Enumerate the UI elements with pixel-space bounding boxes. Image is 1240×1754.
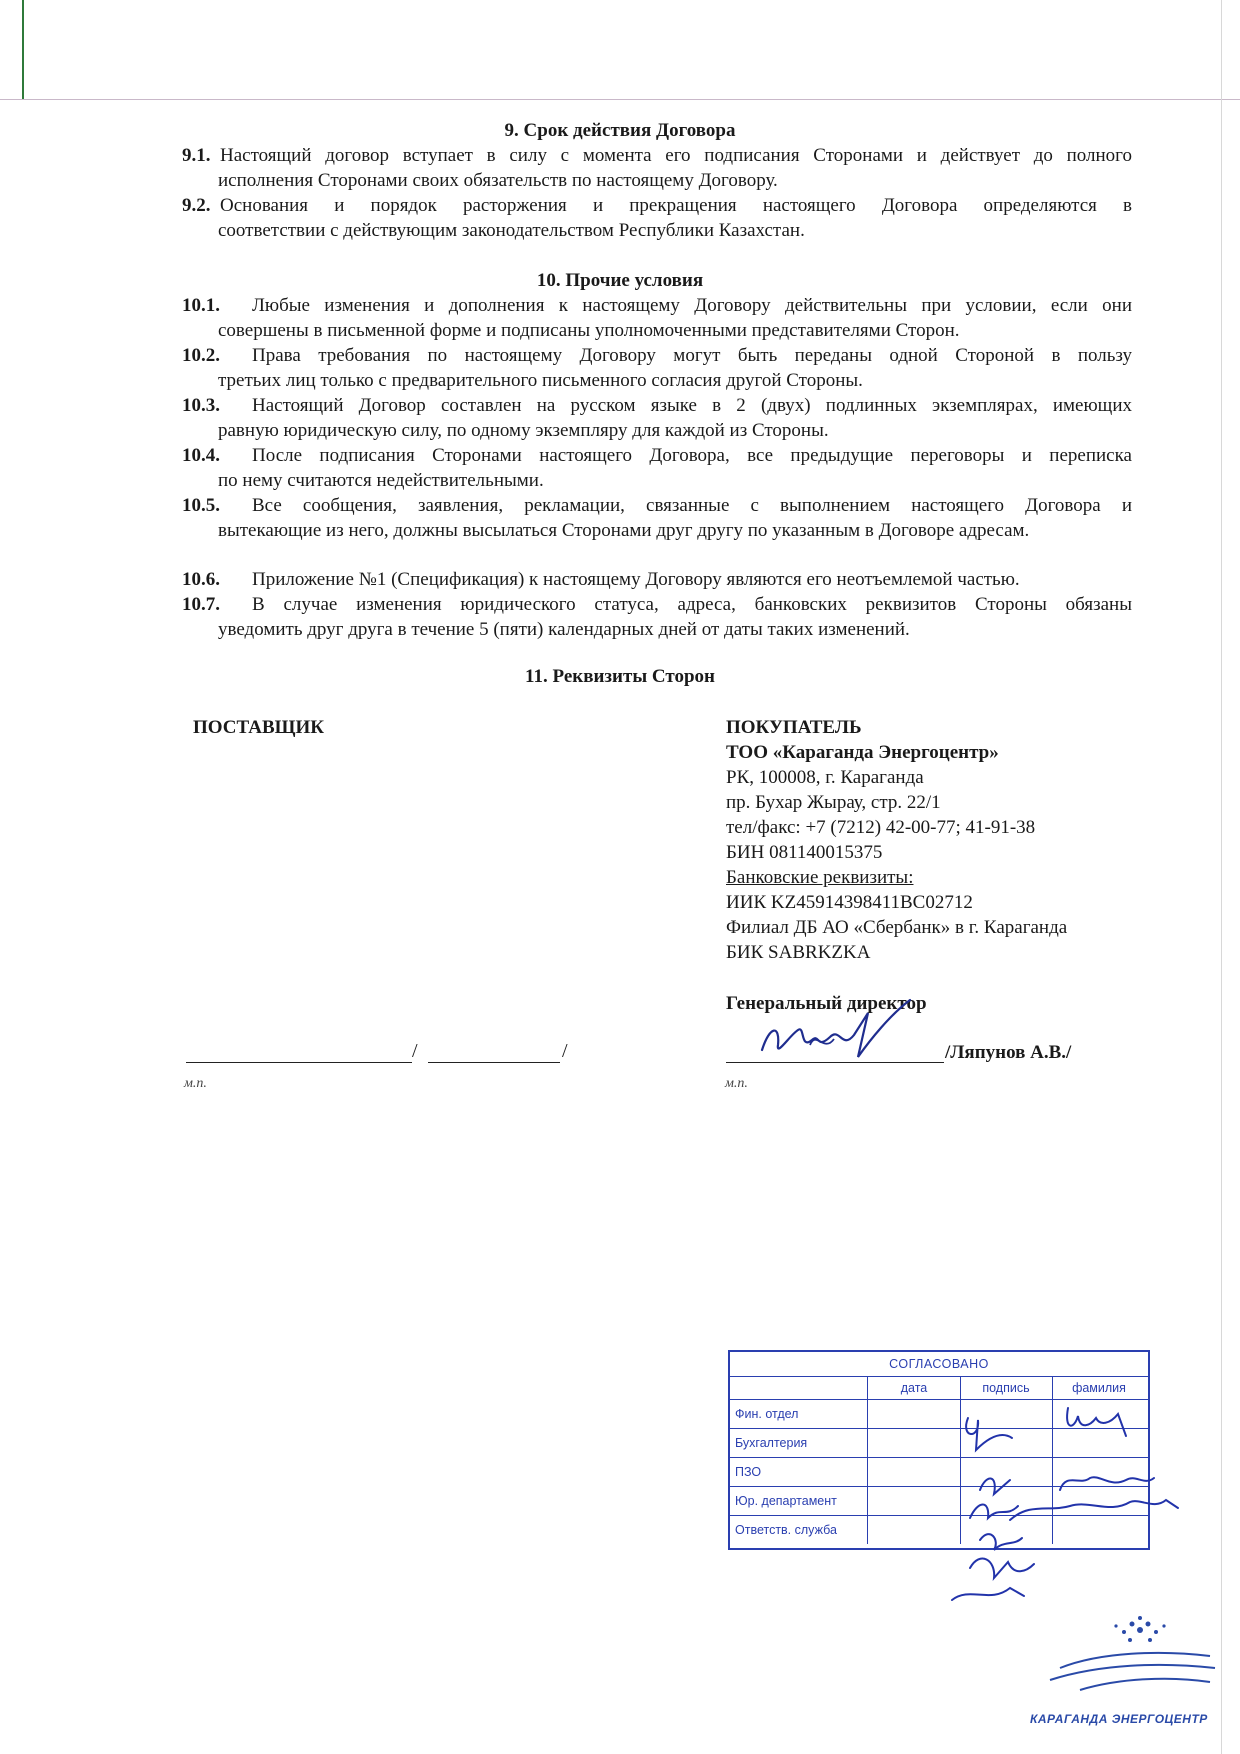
buyer-iik: ИИК KZ45914398411BC02712	[726, 892, 973, 913]
clause-10-4	[182, 443, 1132, 493]
clause-number: 10.5.	[182, 495, 220, 516]
clause-number: 9.2.	[182, 195, 211, 216]
buyer-bik: БИК SABRKZKA	[726, 942, 871, 963]
stamp-title: СОГЛАСОВАНО	[730, 1352, 1148, 1377]
stamp-row-label: Ответств. служба	[730, 1516, 868, 1544]
section-10-title: 10. Прочие условия	[536, 270, 704, 291]
clause-10-2	[182, 343, 1132, 393]
clause-10-3	[182, 393, 1132, 443]
scan-fold-line	[0, 99, 1240, 100]
buyer-signer-name: /Ляпунов А.В./	[945, 1042, 1072, 1063]
stamp-col-date: дата	[868, 1377, 961, 1399]
clause-text-line1: После подписания Сторонами настоящего Договора, все предыдущие переговоры и переписка	[252, 445, 1132, 466]
stamp-row-label: Фин. отдел	[730, 1400, 868, 1428]
company-logo-text: КАРАГАНДА ЭНЕРГОЦЕНТР	[1030, 1712, 1208, 1726]
section-9-title: 9. Срок действия Договора	[504, 120, 736, 141]
power-plant-emblem-icon	[1020, 1590, 1220, 1720]
stamp-row-label: Бухгалтерия	[730, 1429, 868, 1457]
clause-text-rest: равную юридическую силу, по одному экземпляру для каждой из Стороны.	[218, 420, 829, 441]
buyer-bank-name: Филиал ДБ АО «Сбербанк» в г. Караганда	[726, 917, 1068, 938]
stamp-col-department	[730, 1377, 868, 1399]
clause-text-rest: третьих лиц только с предварительного письменного согласия другой Стороны.	[218, 370, 863, 391]
stamp-col-signature: подпись	[960, 1377, 1053, 1399]
buyer-phone: тел/факс: +7 (7212) 42-00-77; 41-91-38	[726, 817, 1036, 838]
clause-10-6	[182, 567, 1132, 592]
stamp-row-label: Юр. департамент	[730, 1487, 868, 1515]
clause-text-line1: Настоящий Договор составлен на русском языке в 2 (двух) подлинных экземплярах, имеющих	[252, 395, 1132, 416]
signature-separator: /	[562, 1040, 568, 1062]
clause-number: 9.1.	[182, 145, 211, 166]
supplier-title: ПОСТАВЩИК	[193, 717, 325, 738]
clause-number: 10.4.	[182, 445, 220, 466]
clause-text-rest: уведомить друг друга в течение 5 (пяти) календарных дней от даты таких изменений.	[218, 619, 910, 640]
clause-number: 10.1.	[182, 295, 220, 316]
clause-text-line1: Приложение №1 (Спецификация) к настоящему Договору являются его неотъемлемой частью.	[252, 569, 1020, 590]
clause-10-7	[182, 592, 1132, 642]
stamp-row-label: ПЗО	[730, 1458, 868, 1486]
buyer-signer-position: Генеральный директор	[726, 993, 927, 1014]
clause-text-rest: соответствии с действующим законодательством Республики Казахстан.	[218, 220, 805, 241]
buyer-address-line2: пр. Бухар Жырау, стр. 22/1	[726, 792, 941, 813]
clause-text-line1: В случае изменения юридического статуса, адреса, банковских реквизитов Стороны обязаны	[252, 594, 1132, 615]
scan-edge-mark	[22, 0, 24, 100]
clause-text-line1: Основания и порядок расторжения и прекращения настоящего Договора определяются в	[220, 195, 1132, 216]
clause-text-line1: Любые изменения и дополнения к настоящему Договору действительны при условии, если они	[252, 295, 1132, 316]
signature-separator: /	[412, 1040, 418, 1062]
clause-text-line1: Настоящий договор вступает в силу с момента его подписания Сторонами и действует до полного	[220, 145, 1132, 166]
clause-number: 10.3.	[182, 395, 220, 416]
clause-number: 10.6.	[182, 569, 220, 590]
clause-9-2	[182, 193, 1132, 243]
buyer-bank-label: Банковские реквизиты:	[726, 867, 914, 888]
clause-text-line1: Права требования по настоящему Договору могут быть переданы одной Стороной в пользу	[252, 345, 1132, 366]
clause-number: 10.7.	[182, 594, 220, 615]
clause-text-rest: исполнения Сторонами своих обязательств по настоящему Договору.	[218, 170, 778, 191]
supplier-name-line	[428, 1062, 560, 1063]
clause-10-5	[182, 493, 1132, 543]
clause-text-rest: вытекающие из него, должны высылаться Сторонами друг другу по указанным в Договоре адресам.	[218, 520, 1030, 541]
buyer-seal-place: м.п.	[725, 1076, 748, 1091]
clause-text-rest: по нему считаются недействительными.	[218, 470, 544, 491]
stamp-col-surname: фамилия	[1072, 1381, 1126, 1395]
clause-10-1	[182, 293, 1132, 343]
buyer-address-line1: РК, 100008, г. Караганда	[726, 767, 924, 788]
clause-text-rest: совершены в письменной форме и подписаны уполномоченными представителями Сторон.	[218, 320, 960, 341]
buyer-bin: БИН 081140015375	[726, 842, 883, 863]
clause-text-line1: Все сообщения, заявления, рекламации, связанные с выполнением настоящего Договора и	[252, 495, 1132, 516]
clause-number: 10.2.	[182, 345, 220, 366]
scan-edge-mark-right	[1221, 0, 1222, 1754]
buyer-company-name: ТОО «Караганда Энергоцентр»	[726, 742, 999, 763]
approval-signatures	[940, 1390, 1210, 1610]
clause-9-1	[182, 143, 1132, 193]
supplier-signature-line	[186, 1062, 412, 1063]
section-11-title: 11. Реквизиты Сторон	[525, 666, 715, 687]
director-signature	[750, 995, 950, 1075]
supplier-seal-place: м.п.	[184, 1076, 207, 1091]
buyer-title: ПОКУПАТЕЛЬ	[726, 717, 862, 738]
